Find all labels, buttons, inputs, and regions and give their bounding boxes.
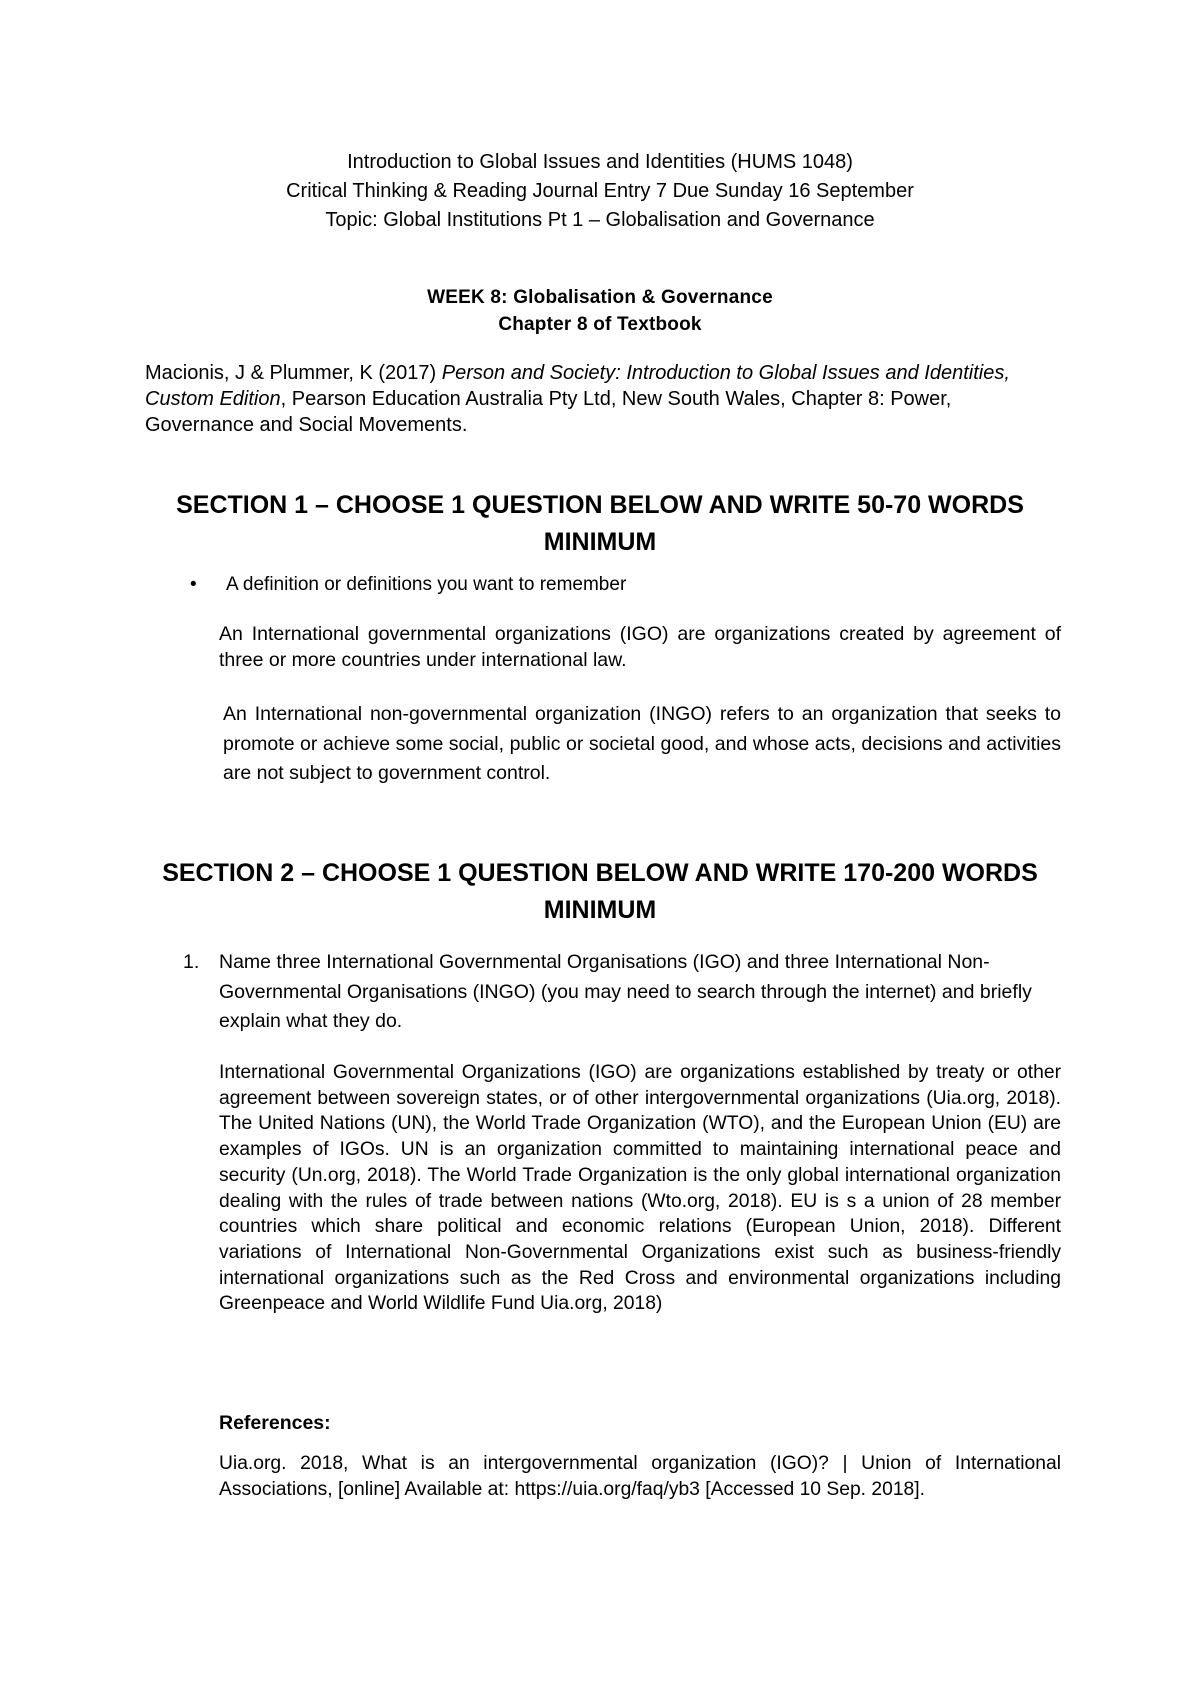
section-1-heading: SECTION 1 – CHOOSE 1 QUESTION BELOW AND WRITE 50-70 WORDS MINIMUM	[176, 491, 1024, 556]
topic-line: Topic: Global Institutions Pt 1 – Globalisation and Governance	[325, 209, 875, 231]
question-number: 1.	[183, 951, 200, 973]
course-title: Introduction to Global Issues and Identities (HUMS 1048)	[347, 151, 853, 173]
question-text: Name three International Governmental Organisations (IGO) and three International Non-Governmental Organisations (INGO) (you may need to search through the internet) and briefly explain what they do.	[219, 951, 1032, 1032]
bullet-text: A definition or definitions you want to remember	[226, 574, 627, 595]
answer-paragraph: International Governmental Organizations (IGO) are organizations established by treaty or other agreement between sovereign states, or of other intergovernmental organizations (Uia.org, 2018). The United Nations (UN), the World Trade Organization (WTO), and the European Union (EU) are examples of IGOs. UN is an organization committed to maintaining international peace and security (Un.org, 2018). The World Trade Organization is the only global international organization dealing with the rules of trade between nations (Wto.org, 2018). EU is s a union of 28 member countries which share political and economic relations (European Union, 2018). Different variations of International Non-Governmental Organizations exist such as business-friendly international organizations such as the Red Cross and environmental organizations including Greenpeace and World Wildlife Fund Uia.org, 2018)	[219, 1062, 1061, 1315]
ingo-definition: An International non-governmental organization (INGO) refers to an organization that seeks to promote or achieve some social, public or societal good, and whose acts, decisions and activities are not subject to government control.	[223, 703, 1061, 784]
igo-definition: An International governmental organizations (IGO) are organizations created by agreement of three or more countries under international law.	[219, 623, 1061, 671]
citation-authors: Macionis, J & Plummer, K (2017)	[145, 362, 442, 384]
week-title: WEEK 8: Globalisation & Governance	[427, 287, 773, 308]
citation-publisher: , Pearson Education Australia Pty Ltd, New South Wales, Chapter 8: Power, Governance and Social Movements.	[145, 388, 952, 436]
reference-entry: Uia.org. 2018, What is an intergovernmental organization (IGO)? | Union of International Associations, [online] Available at: https://uia.org/faq/yb3 [Accessed 10 Sep. 2018].	[219, 1453, 1061, 1500]
citation-title: Person and Society: Introduction to Global Issues and Identities, Custom Edition	[145, 362, 1010, 410]
references-heading: References:	[219, 1412, 331, 1434]
bullet-icon: •	[190, 574, 197, 595]
section-2-heading: SECTION 2 – CHOOSE 1 QUESTION BELOW AND WRITE 170-200 WORDS MINIMUM	[162, 859, 1038, 924]
textbook-citation	[145, 360, 1045, 438]
chapter-line: Chapter 8 of Textbook	[498, 314, 702, 335]
journal-entry-line: Critical Thinking & Reading Journal Entry 7 Due Sunday 16 September	[286, 180, 914, 202]
